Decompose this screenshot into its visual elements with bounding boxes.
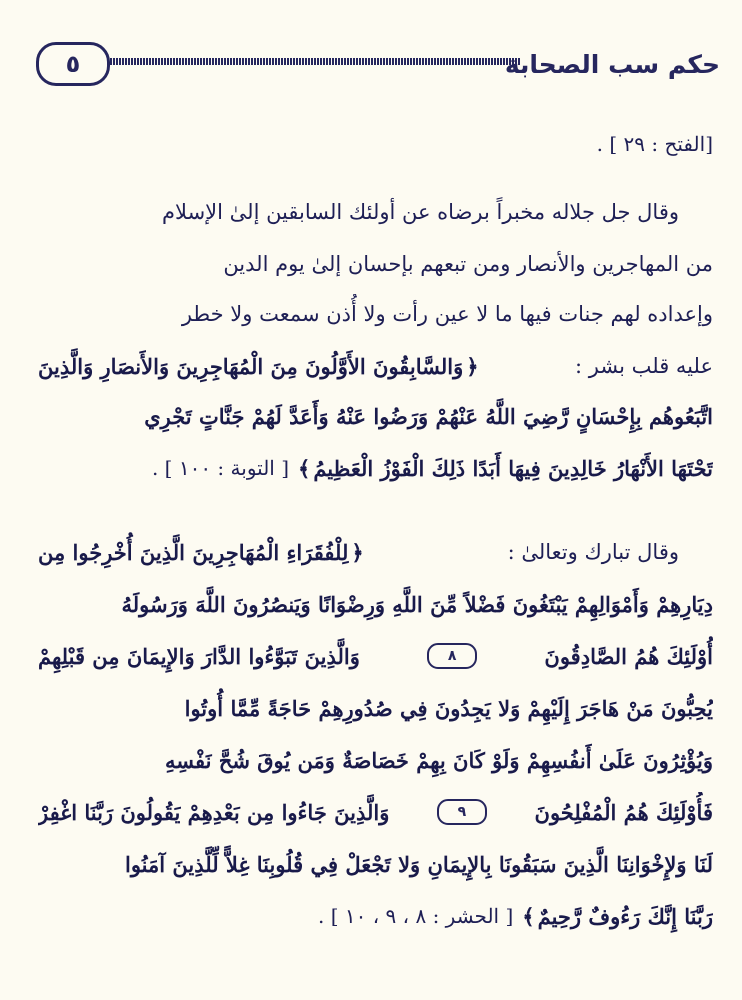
header-rule xyxy=(104,58,520,65)
quran-text: وَالَّذِينَ جَاءُوا مِن بَعْدِهِمْ يَقُولُونَ رَبَّنَا اغْفِرْ xyxy=(38,799,390,825)
quran-verse xyxy=(38,354,482,379)
quran-verse xyxy=(295,456,713,481)
quran-text: وَيُؤْثِرُونَ عَلَىٰ أَنفُسِهِمْ وَلَوْ كَانَ بِهِمْ خَصَاصَةٌ وَمَن يُوقَ شُحَّ نَفْسِهِ xyxy=(165,747,713,773)
ornate-bracket-open-icon: ﴿ xyxy=(466,354,479,379)
citation-tawba: [ التوبة : ١٠٠ ] . xyxy=(151,456,289,480)
quran-text: أُوْلَئِكَ هُمُ الصَّادِقُونَ xyxy=(544,643,713,669)
paragraph-text: وقال تبارك وتعالىٰ : xyxy=(507,540,679,564)
quran-text: يُحِبُّونَ مَنْ هَاجَرَ إِلَيْهِمْ وَلا يَجِدُونَ فِي صُدُورِهِمْ حَاجَةً مِّمَّا أُوتُوا xyxy=(184,695,713,721)
quran-text: رَبَّنَا إِنَّكَ رَءُوفٌ رَّحِيمٌ xyxy=(537,903,713,929)
quran-verse xyxy=(519,904,713,929)
citation-fath: [الفتح : ٢٩ ] . xyxy=(596,132,713,156)
line-13 xyxy=(38,792,713,832)
line-10 xyxy=(38,636,713,676)
line-14 xyxy=(38,844,713,884)
line-15 xyxy=(38,896,713,936)
paragraph-text: وإعداده لهم جنات فيها ما لا عين رأت ولا أُذن سمعت ولا خطر xyxy=(181,302,713,326)
paragraph-text: وقال جل جلاله مخبراً برضاه عن أولئك السابقين إلىٰ الإسلام xyxy=(162,200,679,224)
verse-number-marker: ٩ xyxy=(437,799,487,825)
paragraph-text: من المهاجرين والأنصار ومن تبعهم بإحسان إلىٰ يوم الدين xyxy=(223,252,713,276)
quran-text: وَالَّذِينَ تَبَوَّءُوا الدَّارَ وَالإِيمَانَ مِن قَبْلِهِمْ xyxy=(38,643,360,669)
ornate-bracket-close-icon: ﴾ xyxy=(298,456,311,481)
running-title: حكم سب الصحابة xyxy=(504,49,720,79)
quran-text: وَالسَّابِقُونَ الأَوَّلُونَ مِنَ الْمُهَاجِرِينَ وَالأَنصَارِ وَالَّذِينَ xyxy=(38,353,464,379)
line-4 xyxy=(38,294,713,334)
citation-hashr: [ الحشر : ٨ ، ٩ ، ١٠ ] . xyxy=(318,904,514,928)
line-11 xyxy=(38,688,713,728)
quran-text: دِيَارِهِمْ وَأَمْوَالِهِمْ يَبْتَغُونَ فَضْلاً مِّنَ اللَّهِ وَرِضْوَانًا وَيَنصُرُونَ اللَّهَ وَرَسُولَهُ xyxy=(121,591,713,617)
line-8 xyxy=(38,532,713,572)
quran-text: تَحْتَهَا الأَنْهَارُ خَالِدِينَ فِيهَا أَبَدًا ذَلِكَ الْفَوْزُ الْعَظِيمُ xyxy=(313,455,713,481)
ornate-bracket-close-icon: ﴾ xyxy=(522,904,535,929)
quran-text: فَأُوْلَئِكَ هُمُ الْمُفْلِحُونَ xyxy=(534,799,713,825)
quran-text: لَنَا وَلإِخْوَانِنَا الَّذِينَ سَبَقُونَا بِالإِيمَانِ وَلا تَجْعَلْ فِي قُلُوبِنَا غِلاًّ لِّلَّذِينَ آمَنُوا xyxy=(124,851,713,877)
line-5 xyxy=(38,346,713,386)
line-3 xyxy=(38,244,713,284)
verse-number-marker: ٨ xyxy=(427,643,477,669)
line-9 xyxy=(38,584,713,624)
quran-text: لِلْفُقَرَاءِ الْمُهَاجِرِينَ الَّذِينَ أُخْرِجُوا مِن xyxy=(38,539,349,565)
quran-text: اتَّبَعُوهُم بِإِحْسَانٍ رَّضِيَ اللَّهُ عَنْهُمْ وَرَضُوا عَنْهُ وَأَعَدَّ لَهُمْ جَنَّاتٍ تَجْرِي xyxy=(144,403,713,429)
page-header xyxy=(30,38,720,90)
paragraph-text: عليه قلب بشر : xyxy=(575,354,713,378)
page-number: ٥ xyxy=(36,42,110,86)
line-1 xyxy=(38,124,713,164)
line-6 xyxy=(38,396,713,436)
line-12 xyxy=(38,740,713,780)
quran-verse xyxy=(38,540,367,565)
ornate-bracket-open-icon: ﴿ xyxy=(351,540,364,565)
line-2 xyxy=(38,192,713,232)
line-7 xyxy=(38,448,713,488)
